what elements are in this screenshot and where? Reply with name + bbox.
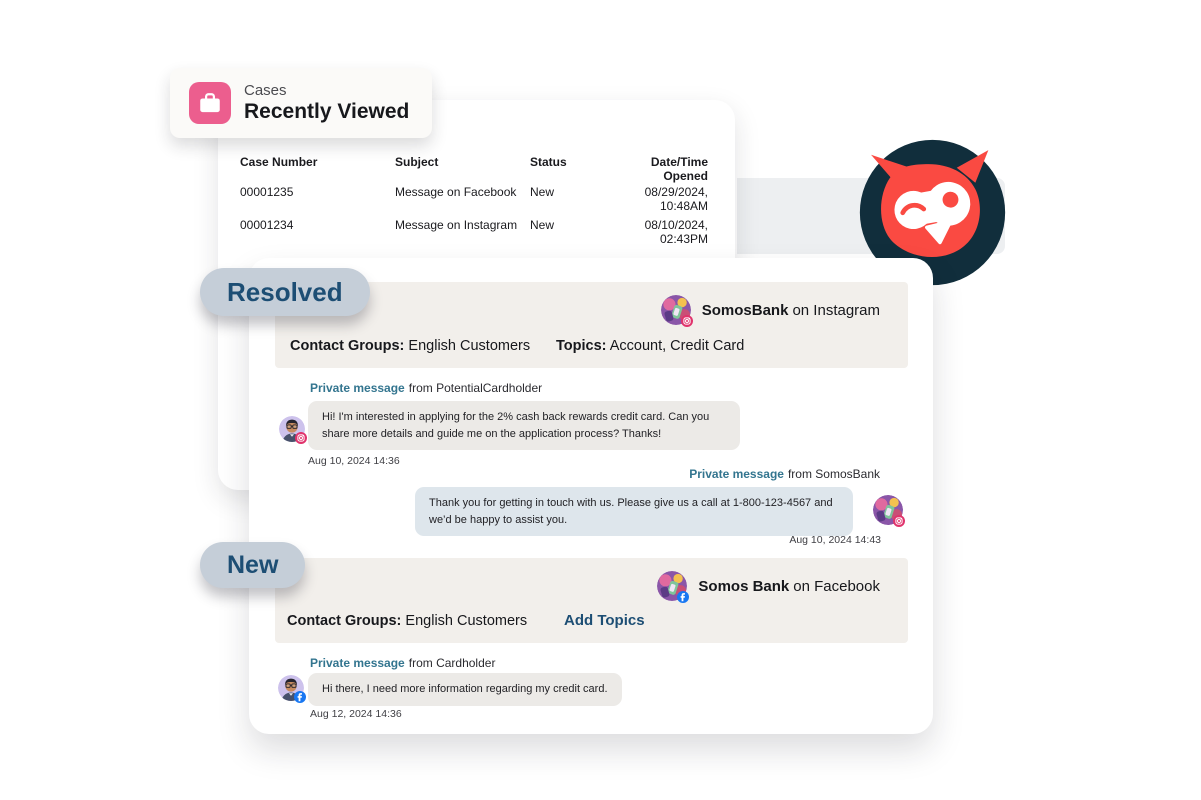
message-text: Hi there, I need more information regarding my credit card. bbox=[322, 683, 608, 695]
briefcase-icon bbox=[189, 82, 231, 124]
add-topics-link[interactable]: Add Topics bbox=[564, 612, 645, 629]
message-from: from SomosBank bbox=[787, 467, 880, 481]
message-bubble bbox=[308, 401, 740, 450]
cell-case-number[interactable]: 00001234 bbox=[240, 218, 294, 232]
facebook-badge-icon bbox=[677, 591, 689, 603]
page-title: Recently Viewed bbox=[244, 99, 410, 123]
private-message-label: Private message bbox=[310, 656, 405, 670]
message-from: from Cardholder bbox=[408, 656, 496, 670]
column-subject: Subject bbox=[395, 155, 439, 169]
message-timestamp: Aug 10, 2024 14:36 bbox=[308, 455, 400, 467]
table-row[interactable] bbox=[218, 185, 735, 213]
cell-case-number[interactable]: 00001235 bbox=[240, 185, 294, 199]
customer-avatar bbox=[279, 416, 305, 442]
brand-avatar bbox=[661, 295, 691, 325]
topics-value: Account, Credit Card bbox=[609, 338, 745, 354]
message-text: Hi! I'm interested in applying for the 2% cash back rewards credit card. Can you share more details and guide me on the application process? Thanks! bbox=[322, 411, 710, 440]
cell-date-opened: 08/10/2024, 02:43PM bbox=[644, 218, 708, 246]
conversation-card bbox=[249, 258, 933, 734]
contact-groups-label: Contact Groups: bbox=[290, 338, 405, 354]
contact-groups-label: Contact Groups: bbox=[287, 613, 402, 629]
contact-groups bbox=[287, 613, 527, 629]
account-name-bold: SomosBank bbox=[701, 301, 789, 319]
column-case-number: Case Number bbox=[240, 155, 318, 169]
new-status-badge: New bbox=[200, 542, 305, 588]
topics-label: Topics: bbox=[556, 338, 607, 354]
thread-header-facebook bbox=[275, 558, 908, 643]
facebook-badge-icon bbox=[294, 691, 306, 703]
contact-groups-value: English Customers bbox=[405, 613, 528, 629]
message-label bbox=[689, 467, 880, 481]
resolved-status-badge: Resolved bbox=[200, 268, 370, 316]
message-bubble bbox=[415, 487, 853, 536]
cell-status: New bbox=[530, 218, 555, 232]
message-bubble bbox=[308, 673, 622, 706]
private-message-label: Private message bbox=[310, 381, 405, 395]
message-label bbox=[310, 381, 542, 395]
cell-subject[interactable]: Message on Facebook bbox=[395, 185, 517, 199]
instagram-badge-icon bbox=[893, 515, 905, 527]
account-name bbox=[702, 302, 880, 319]
cell-status: New bbox=[530, 185, 555, 199]
contact-groups-value: English Customers bbox=[408, 338, 531, 354]
network-label: on Instagram bbox=[792, 301, 880, 319]
account-name bbox=[698, 578, 880, 595]
column-status: Status bbox=[530, 155, 567, 169]
message-from: from PotentialCardholder bbox=[408, 381, 543, 395]
cases-label: Cases bbox=[244, 82, 287, 100]
thread-header-instagram bbox=[275, 282, 908, 368]
message-text: Thank you for getting in touch with us. Please give us a call at 1-800-123-4567 and we’d be happy to assist you. bbox=[429, 497, 833, 526]
network-label: on Facebook bbox=[793, 577, 880, 595]
message-timestamp: Aug 10, 2024 14:43 bbox=[789, 534, 881, 546]
contact-groups bbox=[290, 338, 530, 354]
message-timestamp: Aug 12, 2024 14:36 bbox=[310, 708, 402, 720]
cell-date-opened: 08/29/2024, 10:48AM bbox=[644, 185, 708, 213]
instagram-badge-icon bbox=[681, 315, 693, 327]
private-message-label: Private message bbox=[689, 467, 784, 481]
column-date-opened: Date/Time Opened bbox=[650, 155, 708, 183]
table-row[interactable] bbox=[218, 218, 735, 246]
topics bbox=[556, 338, 744, 354]
cases-card bbox=[170, 68, 432, 138]
instagram-badge-icon bbox=[295, 432, 307, 444]
message-label bbox=[310, 656, 495, 670]
table-header-row bbox=[218, 155, 735, 183]
account-name-bold: Somos Bank bbox=[698, 577, 790, 595]
thread-account-row bbox=[657, 571, 880, 601]
cell-subject[interactable]: Message on Instagram bbox=[395, 218, 518, 232]
customer-avatar bbox=[278, 675, 304, 701]
brand-avatar bbox=[873, 495, 903, 525]
thread-account-row bbox=[661, 295, 880, 325]
brand-avatar bbox=[657, 571, 687, 601]
